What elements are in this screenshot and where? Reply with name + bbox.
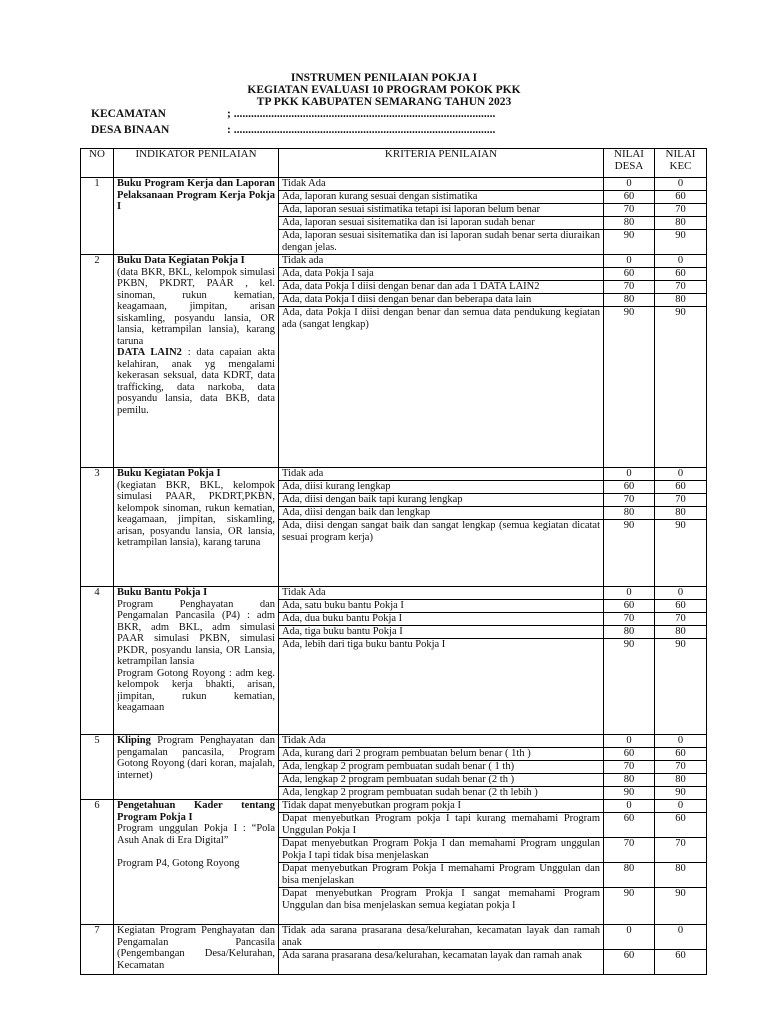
nilai-kec-cell: 60 xyxy=(655,748,707,761)
criteria-cell: Tidak Ada xyxy=(279,587,604,600)
assessment-table xyxy=(80,148,707,975)
indicator-title: Buku Bantu Pokja I xyxy=(117,587,208,598)
criteria-cell: Ada, kurang dari 2 program pembuatan belum benar ( 1th ) xyxy=(279,748,604,761)
row-number: 1 xyxy=(81,178,114,255)
nilai-desa-cell: 80 xyxy=(604,217,655,230)
header-indikator: INDIKATOR PENILAIAN xyxy=(114,149,279,178)
criteria-cell: Dapat menyebutkan Program Prokja I sangat memahami Program Unggulan dan bisa menjelaskan semua kegiatan pokja I xyxy=(279,888,604,925)
nilai-desa-cell: 60 xyxy=(604,813,655,838)
criteria-cell: Ada, lebih dari tiga buku bantu Pokja I xyxy=(279,639,604,735)
row-number: 4 xyxy=(81,587,114,735)
table-row xyxy=(81,468,707,481)
indicator-cell xyxy=(114,800,279,925)
criteria-cell: Tidak ada xyxy=(279,255,604,268)
nilai-kec-cell: 90 xyxy=(655,230,707,255)
indicator-title: Buku Kegiatan Pokja I xyxy=(117,468,221,479)
nilai-kec-cell: 70 xyxy=(655,613,707,626)
nilai-kec-cell: 90 xyxy=(655,307,707,468)
kecamatan-label: KECAMATAN xyxy=(91,108,166,120)
table-row xyxy=(81,587,707,600)
nilai-kec-cell: 60 xyxy=(655,950,707,975)
nilai-kec-cell: 90 xyxy=(655,520,707,587)
table-row xyxy=(81,800,707,813)
indicator-detail-2: Program P4, Gotong Royong xyxy=(117,857,240,869)
indicator-detail: (data BKR, BKL, kelompok simulasi PKBN, PKDRT, PAAR , kel. sinoman, rukun kematian, keagamaan, jimpitan, arisan siskamling, posyandu lansia, OR lansia, ketrampilan lansia), karang taruna xyxy=(117,266,275,347)
criteria-cell: Ada, dua buku bantu Pokja I xyxy=(279,613,604,626)
nilai-kec-cell: 0 xyxy=(655,735,707,748)
criteria-cell: Ada, lengkap 2 program pembuatan sudah benar (2 th lebih ) xyxy=(279,787,604,800)
nilai-desa-cell: 90 xyxy=(604,230,655,255)
nilai-desa-cell: 90 xyxy=(604,639,655,735)
nilai-desa-cell: 70 xyxy=(604,281,655,294)
criteria-cell: Tidak Ada xyxy=(279,178,604,191)
nilai-kec-cell: 70 xyxy=(655,281,707,294)
header-nilai-kec: NILAI KEC xyxy=(655,149,707,178)
nilai-kec-cell: 90 xyxy=(655,639,707,735)
nilai-kec-cell: 80 xyxy=(655,294,707,307)
document-title-line-3: TP PKK KABUPATEN SEMARANG TAHUN 2023 xyxy=(256,96,512,108)
criteria-cell: Ada, lengkap 2 program pembuatan sudah benar (2 th ) xyxy=(279,774,604,787)
indicator-detail: Program unggulan Pokja I : “Pola Asuh Anak di Era Digital” xyxy=(117,823,275,846)
criteria-cell: Ada, laporan sesuai sisitematika dan isi laporan sudah benar serta diuraikan dengan jelas. xyxy=(279,230,604,255)
criteria-cell: Dapat menyebutkan Program Pokja I dan memahami Program unggulan Pokja I tapi tidak bisa menjelaskan xyxy=(279,838,604,863)
indicator-cell xyxy=(114,587,279,735)
desa-binaan-label: DESA BINAAN xyxy=(91,124,170,136)
criteria-cell: Ada, diisi dengan baik dan lengkap xyxy=(279,507,604,520)
nilai-kec-cell: 60 xyxy=(655,481,707,494)
header-no: NO xyxy=(81,149,114,178)
nilai-kec-cell: 90 xyxy=(655,787,707,800)
nilai-desa-cell: 0 xyxy=(604,255,655,268)
nilai-desa-cell: 80 xyxy=(604,863,655,888)
nilai-desa-cell: 60 xyxy=(604,268,655,281)
criteria-cell: Ada, laporan sesuai sistimatika tetapi isi laporan belum benar xyxy=(279,204,604,217)
criteria-cell: Ada, laporan sesuai sisitematika dan isi laporan sudah benar xyxy=(279,217,604,230)
criteria-cell: Dapat menyebutkan Program Pokja I memahami Program Unggulan dan bisa menjelaskan xyxy=(279,863,604,888)
indicator-detail: Program Penghayatan dan pengamalan pancasila, Program Gotong Royong (dari koran, majalah, internet) xyxy=(117,735,275,781)
row-number: 6 xyxy=(81,800,114,925)
table-row xyxy=(81,925,707,950)
indicator-title: Buku Data Kegiatan Pokja I xyxy=(117,255,245,266)
criteria-cell: Ada, laporan kurang sesuai dengan sistimatika xyxy=(279,191,604,204)
criteria-cell: Ada, data Pokja I diisi dengan benar dan beberapa data lain xyxy=(279,294,604,307)
document-title-line-1: INSTRUMEN PENILAIAN POKJA I xyxy=(290,72,478,84)
nilai-desa-cell: 80 xyxy=(604,294,655,307)
kecamatan-value: ; ........................................................................................... xyxy=(227,108,496,120)
desa-binaan-value: : ........................................................................................... xyxy=(227,124,496,136)
criteria-cell: Tidak ada sarana prasarana desa/kelurahan, kecamatan layak dan ramah anak xyxy=(279,925,604,950)
indicator-detail: Program Penghayatan dan Pengamalan Pancasila (P4) : adm BKR, adm BKL, adm simulasi PAAR simulasi PKBN, simulasi PKDR, posyandu lansia, OR Lansia, ketrampilan lansia xyxy=(117,598,275,667)
criteria-cell: Ada, satu buku bantu Pokja I xyxy=(279,600,604,613)
indicator-extra-title: DATA LAIN2 xyxy=(117,347,182,358)
criteria-cell: Ada, diisi kurang lengkap xyxy=(279,481,604,494)
nilai-kec-cell: 70 xyxy=(655,838,707,863)
table-header-row xyxy=(81,149,707,178)
criteria-cell: Ada, data Pokja I saja xyxy=(279,268,604,281)
nilai-kec-cell: 80 xyxy=(655,774,707,787)
document-title-line-2: KEGIATAN EVALUASI 10 PROGRAM POKOK PKK xyxy=(247,84,521,96)
table-row xyxy=(81,735,707,748)
indicator-title: Kliping xyxy=(117,735,151,746)
criteria-cell: Tidak ada xyxy=(279,468,604,481)
nilai-kec-cell: 0 xyxy=(655,255,707,268)
table-row xyxy=(81,178,707,191)
nilai-kec-cell: 60 xyxy=(655,268,707,281)
nilai-kec-cell: 70 xyxy=(655,761,707,774)
indicator-title: Pengetahuan Kader tentang Program Pokja I xyxy=(117,800,275,823)
criteria-cell: Ada, tiga buku bantu Pokja I xyxy=(279,626,604,639)
header-nilai-desa: NILAI DESA xyxy=(604,149,655,178)
criteria-cell: Tidak dapat menyebutkan program pokja I xyxy=(279,800,604,813)
nilai-desa-cell: 60 xyxy=(604,481,655,494)
nilai-desa-cell: 0 xyxy=(604,587,655,600)
header-kriteria: KRITERIA PENILAIAN xyxy=(279,149,604,178)
nilai-desa-cell: 90 xyxy=(604,307,655,468)
indicator-cell xyxy=(114,925,279,975)
nilai-desa-cell: 0 xyxy=(604,468,655,481)
nilai-desa-cell: 0 xyxy=(604,178,655,191)
criteria-cell: Ada, diisi dengan baik tapi kurang lengkap xyxy=(279,494,604,507)
kecamatan-field xyxy=(91,108,495,120)
indicator-detail: Kegiatan Program Penghayatan dan Pengamalan Pancasila (Pengembangan Desa/Kelurahan, Kecamatan xyxy=(117,925,275,971)
nilai-kec-cell: 60 xyxy=(655,813,707,838)
nilai-desa-cell: 90 xyxy=(604,787,655,800)
table-row xyxy=(81,255,707,268)
row-number: 7 xyxy=(81,925,114,975)
indicator-detail: (kegiatan BKR, BKL, kelompok simulasi PAAR, PKDRT,PKBN, kelompok sinoman, rukun kematian, keagamaan, jimpitan, siskamling, arisan, posyandu lansia, OR lansia, ketrampilan lansia), karang taruna xyxy=(117,479,275,548)
nilai-kec-cell: 0 xyxy=(655,468,707,481)
nilai-desa-cell: 80 xyxy=(604,774,655,787)
row-number: 2 xyxy=(81,255,114,468)
nilai-kec-cell: 80 xyxy=(655,507,707,520)
nilai-desa-cell: 0 xyxy=(604,800,655,813)
nilai-desa-cell: 90 xyxy=(604,520,655,587)
nilai-kec-cell: 60 xyxy=(655,191,707,204)
indicator-cell xyxy=(114,178,279,255)
nilai-kec-cell: 70 xyxy=(655,204,707,217)
nilai-desa-cell: 80 xyxy=(604,507,655,520)
nilai-kec-cell: 80 xyxy=(655,863,707,888)
nilai-kec-cell: 70 xyxy=(655,494,707,507)
nilai-kec-cell: 60 xyxy=(655,600,707,613)
nilai-desa-cell: 70 xyxy=(604,761,655,774)
criteria-cell: Ada, data Pokja I diisi dengan benar dan ada 1 DATA LAIN2 xyxy=(279,281,604,294)
nilai-desa-cell: 70 xyxy=(604,204,655,217)
indicator-title: Buku Program Kerja dan Laporan Pelaksanaan Program Kerja Pokja I xyxy=(117,178,275,212)
row-number: 5 xyxy=(81,735,114,800)
nilai-desa-cell: 0 xyxy=(604,925,655,950)
row-number: 3 xyxy=(81,468,114,587)
criteria-cell: Dapat menyebutkan Program pokja I tapi kurang memahami Program Unggulan Pokja I xyxy=(279,813,604,838)
nilai-kec-cell: 80 xyxy=(655,626,707,639)
nilai-desa-cell: 0 xyxy=(604,735,655,748)
nilai-desa-cell: 60 xyxy=(604,191,655,204)
nilai-desa-cell: 60 xyxy=(604,748,655,761)
criteria-cell: Tidak Ada xyxy=(279,735,604,748)
criteria-cell: Ada sarana prasarana desa/kelurahan, kecamatan layak dan ramah anak xyxy=(279,950,604,975)
nilai-desa-cell: 90 xyxy=(604,888,655,925)
nilai-kec-cell: 0 xyxy=(655,587,707,600)
indicator-extra-detail: : data capaian akta kelahiran, anak yg mengalami kekerasan seksual, data KDRT, data trafficking, data narkoba, data posyandu lansia, data BKB, data pemilu. xyxy=(117,347,275,416)
desa-binaan-field xyxy=(91,124,495,136)
nilai-desa-cell: 70 xyxy=(604,613,655,626)
nilai-desa-cell: 70 xyxy=(604,494,655,507)
nilai-desa-cell: 80 xyxy=(604,626,655,639)
indicator-detail-2: Program Gotong Royong : adm keg. kelompok kerja bhakti, arisan, jimpitan, rukun kematian, keagamaan xyxy=(117,667,275,713)
nilai-kec-cell: 0 xyxy=(655,178,707,191)
nilai-desa-cell: 60 xyxy=(604,950,655,975)
indicator-cell xyxy=(114,735,279,800)
nilai-kec-cell: 90 xyxy=(655,888,707,925)
criteria-cell: Ada, data Pokja I diisi dengan benar dan semua data pendukung kegiatan ada (sangat lengkap) xyxy=(279,307,604,468)
nilai-kec-cell: 80 xyxy=(655,217,707,230)
indicator-cell xyxy=(114,468,279,587)
indicator-cell xyxy=(114,255,279,468)
criteria-cell: Ada, lengkap 2 program pembuatan sudah benar ( 1 th) xyxy=(279,761,604,774)
nilai-kec-cell: 0 xyxy=(655,800,707,813)
nilai-desa-cell: 60 xyxy=(604,600,655,613)
nilai-desa-cell: 70 xyxy=(604,838,655,863)
criteria-cell: Ada, diisi dengan sangat baik dan sangat lengkap (semua kegiatan dicatat sesuai program kerja) xyxy=(279,520,604,587)
nilai-kec-cell: 0 xyxy=(655,925,707,950)
